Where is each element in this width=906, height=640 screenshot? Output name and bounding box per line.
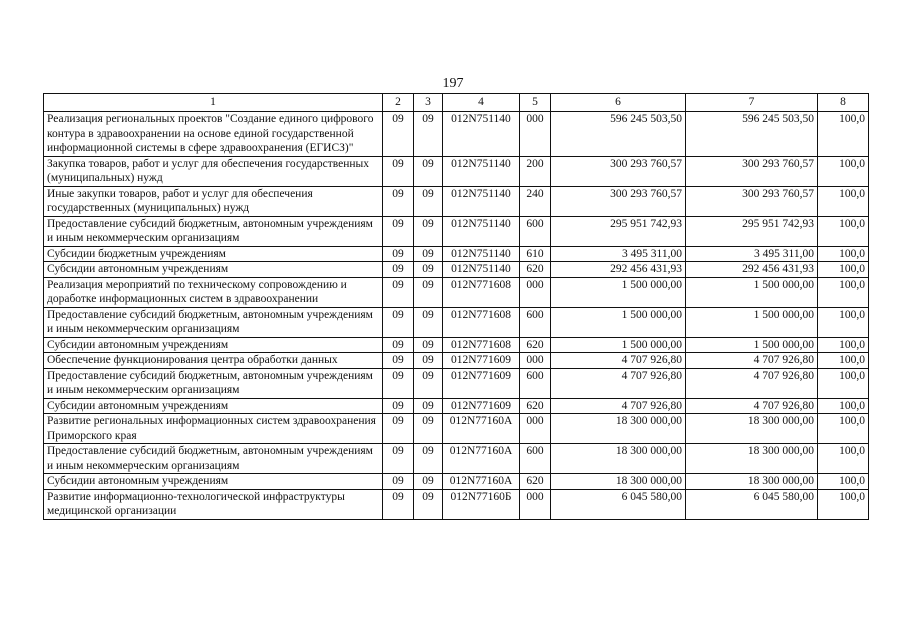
planned-amount: 18 300 000,00 (551, 444, 686, 474)
target-item-code: 012N751140 (443, 186, 520, 216)
table-row (44, 368, 869, 398)
row-name: Субсидии автономным учреждениям (44, 337, 383, 353)
target-item-code: 012N77160A (443, 444, 520, 474)
executed-amount: 1 500 000,00 (686, 277, 818, 307)
section-code: 09 (383, 307, 414, 337)
table-row (44, 186, 869, 216)
execution-percent: 100,0 (818, 307, 869, 337)
table-row (44, 156, 869, 186)
target-item-code: 012N771609 (443, 368, 520, 398)
row-name: Предоставление субсидий бюджетным, автономным учреждениям и иным некоммерческим организациям (44, 216, 383, 246)
table-row (44, 262, 869, 278)
planned-amount: 18 300 000,00 (551, 474, 686, 490)
subsection-code: 09 (414, 277, 443, 307)
expense-type-code: 600 (520, 444, 551, 474)
execution-percent: 100,0 (818, 277, 869, 307)
section-code: 09 (383, 262, 414, 278)
planned-amount: 1 500 000,00 (551, 277, 686, 307)
planned-amount: 1 500 000,00 (551, 307, 686, 337)
planned-amount: 18 300 000,00 (551, 414, 686, 444)
table-row (44, 246, 869, 262)
execution-percent: 100,0 (818, 262, 869, 278)
subsection-code: 09 (414, 246, 443, 262)
subsection-code: 09 (414, 307, 443, 337)
expense-type-code: 000 (520, 112, 551, 157)
planned-amount: 4 707 926,80 (551, 368, 686, 398)
planned-amount: 295 951 742,93 (551, 216, 686, 246)
execution-percent: 100,0 (818, 489, 869, 519)
subsection-code: 09 (414, 368, 443, 398)
table-row (44, 474, 869, 490)
row-name: Реализация мероприятий по техническому сопровождению и доработке информационных систем в здравоохранении (44, 277, 383, 307)
planned-amount: 4 707 926,80 (551, 353, 686, 369)
executed-amount: 18 300 000,00 (686, 414, 818, 444)
row-name: Предоставление субсидий бюджетным, автономным учреждениям и иным некоммерческим организациям (44, 368, 383, 398)
table-row (44, 112, 869, 157)
section-code: 09 (383, 112, 414, 157)
row-name: Реализация региональных проектов "Создание единого цифрового контура в здравоохранении на основе единой государственной информационной системы в сфере здравоохранения (ЕГИСЗ)" (44, 112, 383, 157)
executed-amount: 1 500 000,00 (686, 337, 818, 353)
target-item-code: 012N771608 (443, 307, 520, 337)
column-header: 7 (686, 94, 818, 112)
section-code: 09 (383, 368, 414, 398)
page-number: 197 (442, 76, 464, 91)
execution-percent: 100,0 (818, 368, 869, 398)
subsection-code: 09 (414, 337, 443, 353)
expense-type-code: 620 (520, 398, 551, 414)
section-code: 09 (383, 474, 414, 490)
execution-percent: 100,0 (818, 444, 869, 474)
row-name: Обеспечение функционирования центра обработки данных (44, 353, 383, 369)
row-name: Развитие информационно-технологической инфраструктуры медицинской организации (44, 489, 383, 519)
expense-type-code: 600 (520, 216, 551, 246)
expense-type-code: 610 (520, 246, 551, 262)
expense-type-code: 620 (520, 474, 551, 490)
column-header: 4 (443, 94, 520, 112)
execution-percent: 100,0 (818, 337, 869, 353)
table-row (44, 216, 869, 246)
target-item-code: 012N751140 (443, 262, 520, 278)
target-item-code: 012N77160Б (443, 489, 520, 519)
planned-amount: 1 500 000,00 (551, 337, 686, 353)
column-header: 1 (44, 94, 383, 112)
expense-type-code: 620 (520, 262, 551, 278)
execution-percent: 100,0 (818, 112, 869, 157)
column-header: 2 (383, 94, 414, 112)
section-code: 09 (383, 414, 414, 444)
expense-type-code: 200 (520, 156, 551, 186)
section-code: 09 (383, 156, 414, 186)
row-name: Предоставление субсидий бюджетным, автономным учреждениям и иным некоммерческим организациям (44, 444, 383, 474)
section-code: 09 (383, 353, 414, 369)
expense-type-code: 600 (520, 307, 551, 337)
table-row (44, 489, 869, 519)
execution-percent: 100,0 (818, 246, 869, 262)
planned-amount: 3 495 311,00 (551, 246, 686, 262)
table-row (44, 307, 869, 337)
target-item-code: 012N77160A (443, 474, 520, 490)
executed-amount: 1 500 000,00 (686, 307, 818, 337)
subsection-code: 09 (414, 156, 443, 186)
expense-type-code: 620 (520, 337, 551, 353)
table-row (44, 444, 869, 474)
subsection-code: 09 (414, 444, 443, 474)
executed-amount: 300 293 760,57 (686, 186, 818, 216)
execution-percent: 100,0 (818, 156, 869, 186)
table-row (44, 414, 869, 444)
executed-amount: 4 707 926,80 (686, 368, 818, 398)
section-code: 09 (383, 337, 414, 353)
column-header: 6 (551, 94, 686, 112)
table-row (44, 398, 869, 414)
target-item-code: 012N771608 (443, 337, 520, 353)
planned-amount: 596 245 503,50 (551, 112, 686, 157)
expense-type-code: 000 (520, 353, 551, 369)
execution-percent: 100,0 (818, 398, 869, 414)
planned-amount: 4 707 926,80 (551, 398, 686, 414)
table-row (44, 337, 869, 353)
subsection-code: 09 (414, 112, 443, 157)
execution-percent: 100,0 (818, 353, 869, 369)
planned-amount: 300 293 760,57 (551, 186, 686, 216)
section-code: 09 (383, 277, 414, 307)
expense-type-code: 000 (520, 489, 551, 519)
executed-amount: 596 245 503,50 (686, 112, 818, 157)
planned-amount: 6 045 580,00 (551, 489, 686, 519)
execution-percent: 100,0 (818, 216, 869, 246)
subsection-code: 09 (414, 414, 443, 444)
execution-percent: 100,0 (818, 414, 869, 444)
executed-amount: 3 495 311,00 (686, 246, 818, 262)
executed-amount: 4 707 926,80 (686, 353, 818, 369)
executed-amount: 18 300 000,00 (686, 474, 818, 490)
execution-percent: 100,0 (818, 186, 869, 216)
table-row (44, 353, 869, 369)
expense-type-code: 240 (520, 186, 551, 216)
executed-amount: 292 456 431,93 (686, 262, 818, 278)
executed-amount: 4 707 926,80 (686, 398, 818, 414)
subsection-code: 09 (414, 186, 443, 216)
expense-type-code: 000 (520, 414, 551, 444)
expense-type-code: 000 (520, 277, 551, 307)
row-name: Предоставление субсидий бюджетным, автономным учреждениям и иным некоммерческим организациям (44, 307, 383, 337)
target-item-code: 012N751140 (443, 216, 520, 246)
row-name: Закупка товаров, работ и услуг для обеспечения государственных (муниципальных) нужд (44, 156, 383, 186)
subsection-code: 09 (414, 262, 443, 278)
row-name: Субсидии бюджетным учреждениям (44, 246, 383, 262)
target-item-code: 012N751140 (443, 112, 520, 157)
target-item-code: 012N751140 (443, 246, 520, 262)
section-code: 09 (383, 398, 414, 414)
subsection-code: 09 (414, 489, 443, 519)
executed-amount: 18 300 000,00 (686, 444, 818, 474)
target-item-code: 012N771608 (443, 277, 520, 307)
executed-amount: 300 293 760,57 (686, 156, 818, 186)
row-name: Иные закупки товаров, работ и услуг для обеспечения государственных (муниципальных) нужд (44, 186, 383, 216)
target-item-code: 012N771609 (443, 398, 520, 414)
planned-amount: 292 456 431,93 (551, 262, 686, 278)
column-header: 3 (414, 94, 443, 112)
section-code: 09 (383, 246, 414, 262)
section-code: 09 (383, 489, 414, 519)
row-name: Субсидии автономным учреждениям (44, 262, 383, 278)
section-code: 09 (383, 216, 414, 246)
budget-table (43, 93, 869, 520)
row-name: Субсидии автономным учреждениям (44, 474, 383, 490)
row-name: Развитие региональных информационных систем здравоохранения Приморского края (44, 414, 383, 444)
column-header: 5 (520, 94, 551, 112)
header-row (44, 94, 869, 112)
subsection-code: 09 (414, 398, 443, 414)
row-name: Субсидии автономным учреждениям (44, 398, 383, 414)
executed-amount: 6 045 580,00 (686, 489, 818, 519)
table-row (44, 277, 869, 307)
target-item-code: 012N77160A (443, 414, 520, 444)
planned-amount: 300 293 760,57 (551, 156, 686, 186)
expense-type-code: 600 (520, 368, 551, 398)
subsection-code: 09 (414, 216, 443, 246)
executed-amount: 295 951 742,93 (686, 216, 818, 246)
column-header: 8 (818, 94, 869, 112)
target-item-code: 012N771609 (443, 353, 520, 369)
subsection-code: 09 (414, 353, 443, 369)
execution-percent: 100,0 (818, 474, 869, 490)
section-code: 09 (383, 444, 414, 474)
section-code: 09 (383, 186, 414, 216)
target-item-code: 012N751140 (443, 156, 520, 186)
subsection-code: 09 (414, 474, 443, 490)
